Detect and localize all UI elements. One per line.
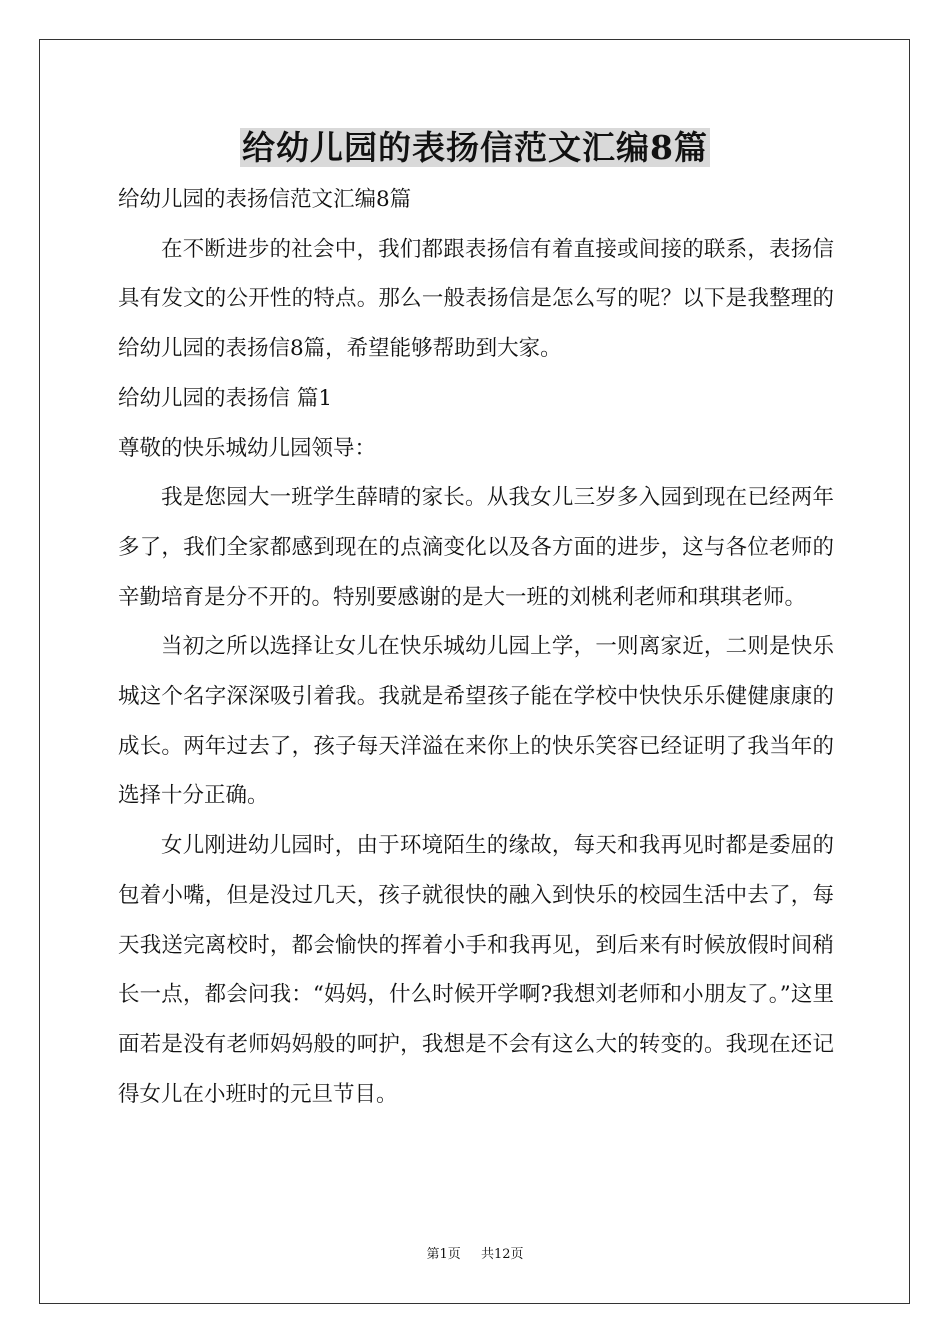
letter-salutation: 尊敬的快乐城幼儿园领导： bbox=[118, 435, 377, 461]
document-body bbox=[118, 175, 834, 1119]
page-number: 第1页 bbox=[426, 1247, 461, 1262]
section-heading: 给幼儿园的表扬信 篇1 bbox=[118, 385, 333, 411]
page-footer bbox=[0, 1245, 950, 1265]
body-paragraph: 女儿刚进幼儿园时，由于环境陌生的缘故，每天和我再见时都是委屈的包着小嘴，但是没过几天，孩子就很快的融入到快乐的校园生活中去了，每天我送完离校时，都会愉快的挥着小手和我再见，到后来有时候放假时间稍长一点，都会问我：“妈妈，什么时候开学啊?我想刘老师和小朋友了。”这里面若是没有老师妈妈般的呵护，我想是不会有这么大的转变的。我现在还记得女儿在小班时的元旦节目。 bbox=[118, 833, 834, 1107]
intro-paragraph: 在不断进步的社会中，我们都跟表扬信有着直接或间接的联系，表扬信具有发文的公开性的特点。那么一般表扬信是怎么写的呢？以下是我整理的给幼儿园的表扬信8篇，希望能够帮助到大家。 bbox=[118, 236, 834, 362]
document-title bbox=[0, 122, 950, 174]
document-title-text: 给幼儿园的表扬信范文汇编8篇 bbox=[242, 128, 708, 167]
page-total: 共12页 bbox=[480, 1247, 524, 1262]
body-paragraph: 当初之所以选择让女儿在快乐城幼儿园上学，一则离家近，二则是快乐城这个名字深深吸引着我。我就是希望孩子能在学校中快快乐乐健健康康的成长。两年过去了，孩子每天洋溢在来你上的快乐笑容已经证明了我当年的选择十分正确。 bbox=[118, 634, 834, 809]
document-subtitle: 给幼儿园的表扬信范文汇编8篇 bbox=[118, 187, 412, 212]
body-paragraph: 我是您园大一班学生薛晴的家长。从我女儿三岁多入园到现在已经两年多了，我们全家都感到现在的点滴变化以及各方面的进步，这与各位老师的辛勤培育是分不开的。特别要感谢的是大一班的刘桃利老师和琪琪老师。 bbox=[118, 485, 834, 610]
